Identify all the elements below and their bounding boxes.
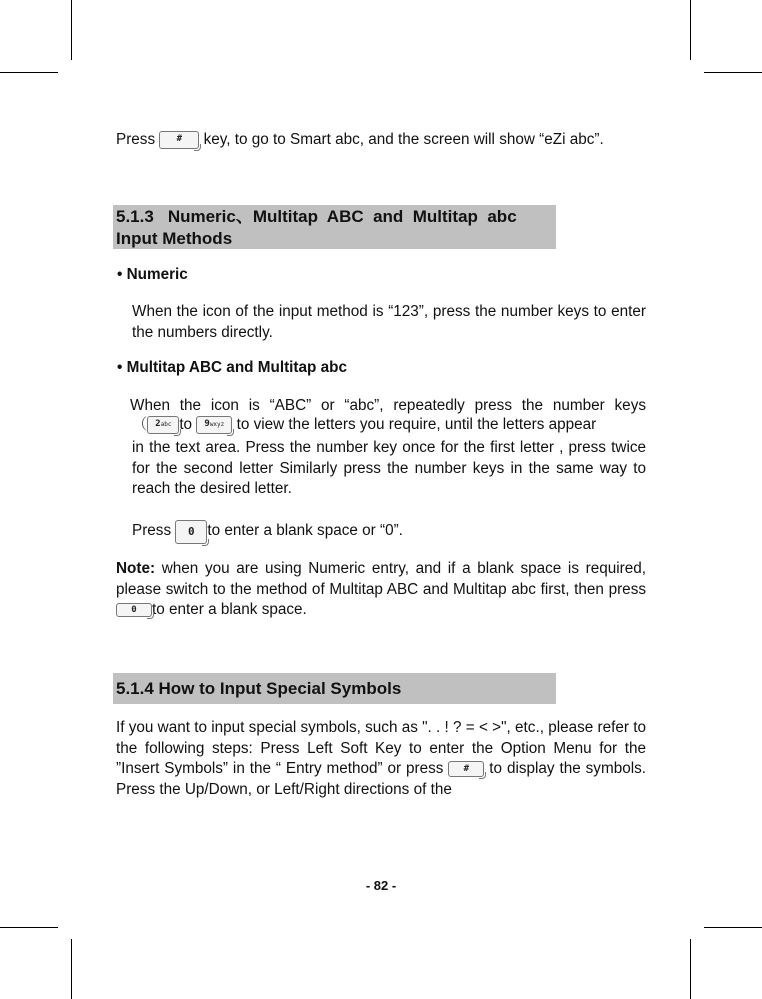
crop-mark (704, 72, 762, 73)
to-word: to (179, 416, 193, 433)
crop-mark (690, 939, 691, 999)
numeric-title (117, 266, 188, 284)
section-heading-513 (113, 205, 556, 249)
key-2-label: 2 (155, 418, 161, 429)
intro-paragraph (116, 130, 656, 151)
press-zero-line (132, 520, 646, 544)
key-0-icon: 0 (175, 520, 207, 544)
press-word: Press (132, 522, 172, 539)
crop-mark (690, 0, 691, 60)
multitap-title-text: Multitap ABC and Multitap abc (126, 359, 347, 376)
heading-513-line1 (113, 206, 556, 228)
heading-513-number: 5.1.3 (116, 207, 154, 226)
key-9-label: 9 (204, 418, 210, 429)
numeric-body: When the icon of the input method is “123”, press the number keys to enter the numbers directly. (132, 303, 646, 341)
paren-open: （ (132, 416, 148, 433)
note-label: Note: (116, 560, 156, 577)
multitap-line2 (132, 415, 652, 436)
key-9-sub: wxyz (209, 420, 225, 428)
key-0-small-icon: 0 (116, 603, 152, 617)
bullet-icon: • (117, 359, 123, 376)
crop-mark (0, 72, 58, 73)
key-2-sub: abc (160, 420, 172, 428)
note-paragraph (116, 559, 646, 621)
section-514-body (116, 718, 646, 800)
numeric-title-text: Numeric (126, 266, 188, 283)
press-zero-text: to enter a blank space or “0”. (207, 522, 403, 539)
multitap-line1: When the icon is “ABC” or “abc”, repeatedly press the number keys (130, 397, 646, 414)
hash-key-icon: # (448, 761, 484, 777)
page-number: - 82 - (365, 878, 397, 893)
bullet-icon: • (117, 266, 123, 283)
crop-mark (71, 0, 72, 60)
note-text: when you are using Numeric entry, and if a blank space is required, please switch to the method of Multitap ABC and Multitap abc first, then press (116, 560, 646, 598)
crop-mark (71, 939, 72, 999)
heading-513-title: Numeric、Multitap ABC and Multitap abc (167, 207, 517, 226)
multitap-title (117, 359, 347, 377)
section-514-text-2: to display the symbols. Press the Up/Down, or Left/Right directions of the (116, 760, 647, 798)
multitap-body: in the text area. Press the number key once for the first letter , press twice for the second letter Similarly press the number keys in the same way to reach the desired letter. (132, 439, 646, 497)
multitap-line2-text: to view the letters you require, until the letters appear (236, 416, 597, 433)
section-514-text: If you want to input special symbols, such as ". . ! ? = < >", etc., please refer to the following steps: Press Left Soft Key to enter the Option Menu for the ”Insert Symbols” in the “ Entry method” or press (116, 719, 646, 777)
intro-press: Press (116, 131, 156, 148)
section-heading-514: 5.1.4 How to Input Special Symbols (113, 673, 556, 704)
heading-513-line2: Input Methods (116, 229, 233, 248)
note-text-end: to enter a blank space. (152, 601, 307, 618)
key-9-icon (196, 416, 232, 434)
crop-mark (0, 927, 58, 928)
crop-mark (704, 927, 762, 928)
hash-key-icon: # (159, 131, 199, 149)
key-2-icon (147, 416, 179, 434)
intro-text: key, to go to Smart abc, and the screen will show “eZi abc”. (203, 131, 604, 148)
